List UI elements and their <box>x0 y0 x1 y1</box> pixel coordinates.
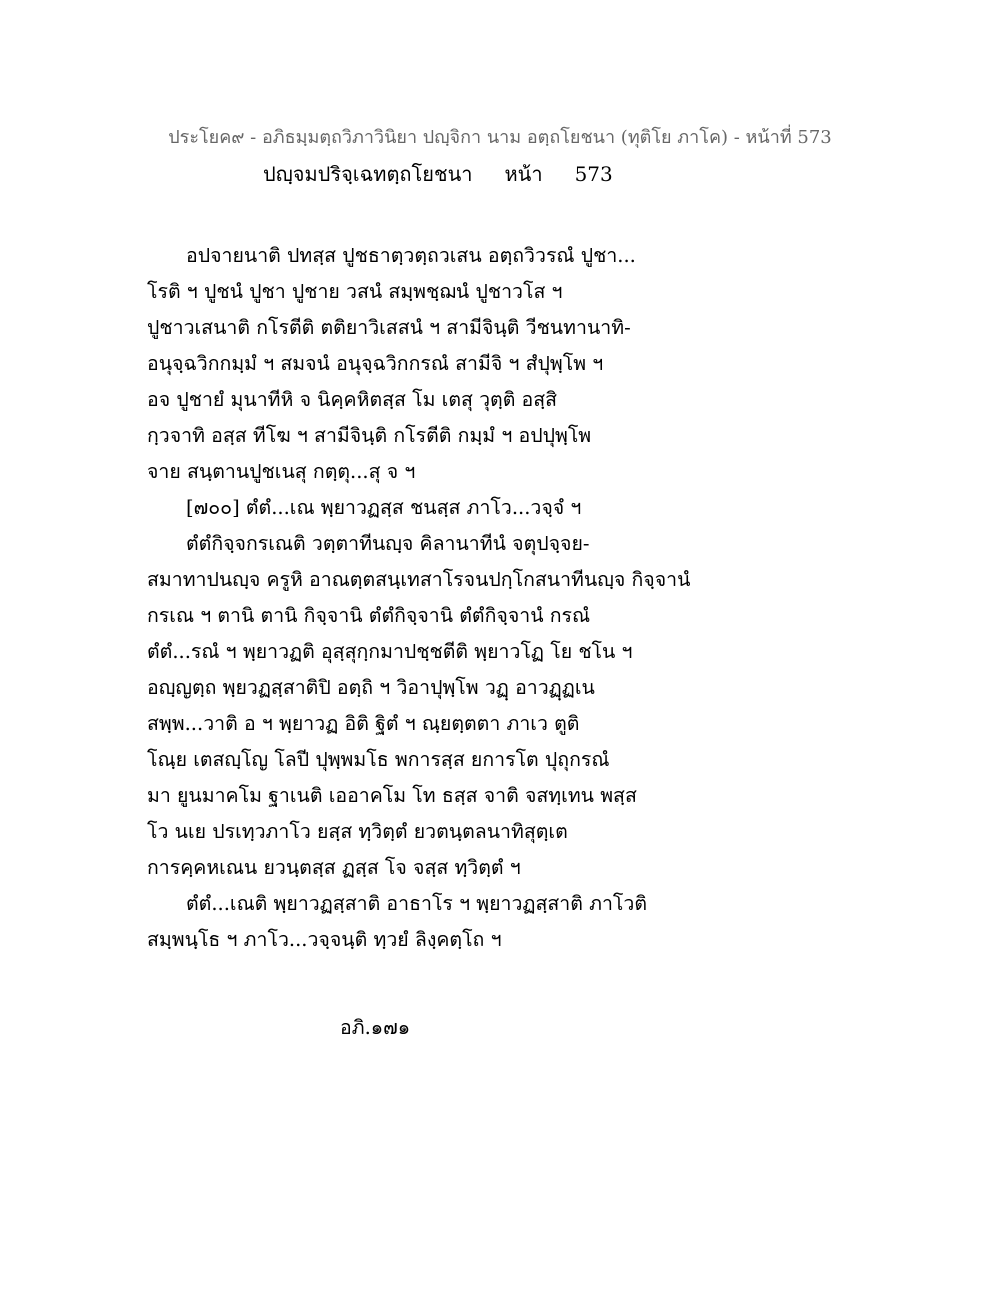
text-line: ตํตํกิจฺจกรเณติ วตฺตาทีนญฺจ คิลานาทีนํ จตุปจฺจย- <box>186 532 590 555</box>
text-line: อญฺญตฺถ พฺยวฏสฺสาติปิ อตฺถิ ฯ วิอาปุพฺโพ วฏฺ อาวฏฺฏเน <box>147 676 595 699</box>
text-line: กรเณ ฯ ตานิ ตานิ กิจฺจานิ ตํตํกิจฺจานิ ตํตํกิจฺจานํ กรณํ <box>147 604 591 627</box>
section-title: ปญฺจมปริจฺเฉทตฺถโยชนา <box>263 162 473 186</box>
text-line: สมาทาปนญฺจ ครูหิ อาณตฺตสนฺเทสาโรจนปกฺโกสนาทีนญฺจ กิจฺจานํ <box>147 568 691 591</box>
page-label: หน้า <box>504 162 543 186</box>
text-line: โรติ ฯ ปูชนํ ปูชา ปูชาย วสนํ สมฺพชฺฌนํ ปูชาวโส ฯ <box>147 280 563 303</box>
text-line: อจ ปูชายํ มุนาทีหิ จ นิคฺคหิตสฺส โม เตสุ วุตฺติ อสฺสิ <box>147 388 558 411</box>
text-line: สมฺพนฺโธ ฯ ภาโว...วจฺจนฺติ ทฺวยํ ลิงฺคตฺโถ ฯ <box>147 928 502 951</box>
text-line: โณฺย เตสญฺโญ โลปี ปุพฺพมโธ พการสฺส ยการโต ปุถุกรณํ <box>147 748 610 771</box>
text-line: อปจายนาติ ปทสฺส ปูชธาตฺวตฺถวเสน อตฺถวิวรณํ ปูชา... <box>186 244 636 267</box>
page-number: 573 <box>574 162 613 186</box>
text-line: อนุจฺฉวิกกมฺมํ ฯ สมจนํ อนุจฺฉวิกกรณํ สามีจิ ฯ สํปุพฺโพ ฯ <box>147 352 604 375</box>
body-text <box>147 238 867 958</box>
text-line: สพฺพ...วาติ อ ฯ พฺยาวฏ อิติ ฐิตํ ฯ ณฺยตฺตตา ภาเว ตูติ <box>147 712 580 735</box>
text-line: [๗๐๐] ตํตํ...เณ พฺยาวฏสฺส ชนสฺส ภาโว...วจฺจํ ฯ <box>186 496 582 519</box>
text-line: การคฺคหเณน ยวนฺตสฺส ฏสฺส โจ จสฺส ทฺวิตฺตํ ฯ <box>147 856 521 879</box>
text-line: โว นเย ปรเทฺวภาโว ยสฺส ทฺวิตฺตํ ยวตนฺตลนาทิสุตฺเต <box>147 820 568 843</box>
text-line: ปูชาวเสนาติ กโรตีติ ตติยาวิเสสนํ ฯ สามีจินฺติ วีชนทานาทิ- <box>147 316 631 339</box>
text-line: จาย สนฺตานปูชเนสุ กตฺตุ...สุ จ ฯ <box>147 460 416 483</box>
text-line: กฺวจาทิ อสฺส ทีโฆ ฯ สามีจินฺติ กโรตีติ กมฺมํ ฯ อปปุพฺโพ <box>147 424 592 447</box>
page-title <box>263 158 613 190</box>
text-line: มา ยูนมาคโม ฐาเนติ เออาคโม โท ธสฺส จาติ จสทฺเทน พสฺส <box>147 784 637 807</box>
running-header: ประโยค๙ - อภิธมฺมตฺถวิภาวินิยา ปญฺจิกา นาม อตฺถโยชนา (ทุติโย ภาโค) - หน้าที่ 573 <box>168 127 832 148</box>
footer-reference: อภิ.๑๗๑ <box>340 1016 411 1039</box>
text-line: ตํตํ...รณํ ฯ พฺยาวฏติ อุสฺสุกฺกมาปชฺชตีติ พฺยาวโฏ โย ชโน ฯ <box>147 640 633 663</box>
text-line: ตํตํ...เณติ พฺยาวฏสฺสาติ อาธาโร ฯ พฺยาวฏสฺสาติ ภาโวติ <box>186 892 648 915</box>
